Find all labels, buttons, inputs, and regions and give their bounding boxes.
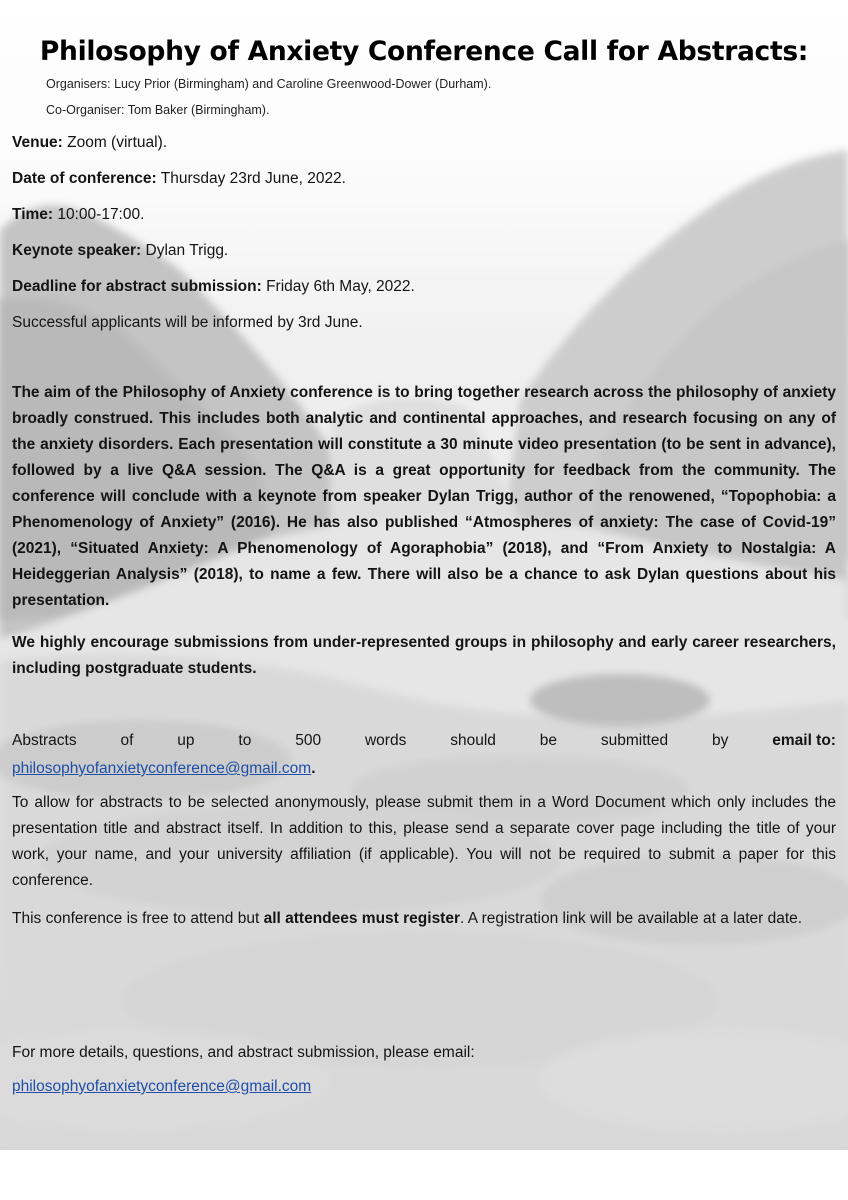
abstracts-word: by xyxy=(711,732,729,749)
contact-email-line xyxy=(12,1074,836,1100)
venue-value: Zoom (virtual). xyxy=(62,134,168,151)
aim-paragraph: The aim of the Philosophy of Anxiety conference is to bring together research across the philosophy of anxiety broadly construed. This includes both analytic and continental approaches, and research focusing on any of the anxiety disorders. Each presentation will constitute a 30 minute video presentation (to be sent in advance), followed by a live Q&A session. The Q&A is a great opportunity for feedback from the community. The conference will conclude with a keynote from speaker Dylan Trigg, author of the renowened, “Topophobia: a Phenomenology of Anxiety” (2016). He has also published “Atmospheres of anxiety: The case of Covid-19” (2021), “Situated Anxiety: A Phenomenology of Agoraphobia” (2018), and “From Anxiety to Nostalgia: A Heideggerian Analysis” (2018), to name a few. There will also be a chance to ask Dylan questions about his presentation. xyxy=(12,384,836,609)
registration-text-after: . A registration link will be available at a later date. xyxy=(460,910,803,927)
time-line xyxy=(12,202,836,228)
abstracts-word: words xyxy=(364,732,407,749)
abstracts-word: submitted xyxy=(600,732,669,749)
abstracts-email-line xyxy=(12,756,836,782)
email-period: . xyxy=(311,760,316,777)
venue-line xyxy=(12,130,836,156)
time-label: Time: xyxy=(12,206,54,223)
abstracts-word: 500 xyxy=(295,732,322,749)
abstracts-word: to xyxy=(238,732,252,749)
abstracts-line xyxy=(12,732,836,750)
email-to-label: email to: xyxy=(772,732,836,749)
registration-text-before: This conference is free to attend but xyxy=(12,910,264,927)
encourage-paragraph: We highly encourage submissions from under-represented groups in philosophy and early career researchers, including postgraduate students. xyxy=(12,634,836,677)
abstracts-word: should xyxy=(450,732,496,749)
date-line xyxy=(12,166,836,192)
abstracts-word: of xyxy=(120,732,134,749)
venue-label: Venue: xyxy=(12,134,63,151)
co-organiser-line: Co-Organiser: Tom Baker (Birmingham). xyxy=(46,103,270,117)
registration-bold: all attendees must register xyxy=(263,910,461,927)
deadline-value: Friday 6th May, 2022. xyxy=(261,278,415,295)
page-title: Philosophy of Anxiety Conference Call for Abstracts: xyxy=(39,36,809,67)
abstracts-word: be xyxy=(539,732,558,749)
deadline-line xyxy=(12,274,836,300)
deadline-label: Deadline for abstract submission: xyxy=(12,278,262,295)
contact-email-link[interactable]: philosophyofanxietyconference@gmail.com xyxy=(12,1078,312,1095)
submission-email-link[interactable]: philosophyofanxietyconference@gmail.com xyxy=(12,760,312,777)
date-value: Thursday 23rd June, 2022. xyxy=(156,170,346,187)
abstracts-word: Abstracts xyxy=(12,732,77,749)
registration-paragraph xyxy=(12,906,836,932)
keynote-line xyxy=(12,238,836,264)
contact-text: For more details, questions, and abstract submission, please email: xyxy=(12,1044,475,1061)
date-label: Date of conference: xyxy=(12,170,157,187)
informed-line: Successful applicants will be informed by 3rd June. xyxy=(12,314,363,331)
keynote-label: Keynote speaker: xyxy=(12,242,142,259)
organisers-line: Organisers: Lucy Prior (Birmingham) and Caroline Greenwood-Dower (Durham). xyxy=(46,77,492,91)
anonymity-paragraph: To allow for abstracts to be selected anonymously, please submit them in a Word Document which only includes the presentation title and abstract itself. In addition to this, please send a separate cover page including the title of your work, your name, and your university affiliation (if applicable). You will not be required to submit a paper for this conference. xyxy=(12,794,836,889)
keynote-value: Dylan Trigg. xyxy=(141,242,229,259)
time-value: 10:00-17:00. xyxy=(53,206,145,223)
abstracts-word: up xyxy=(177,732,195,749)
